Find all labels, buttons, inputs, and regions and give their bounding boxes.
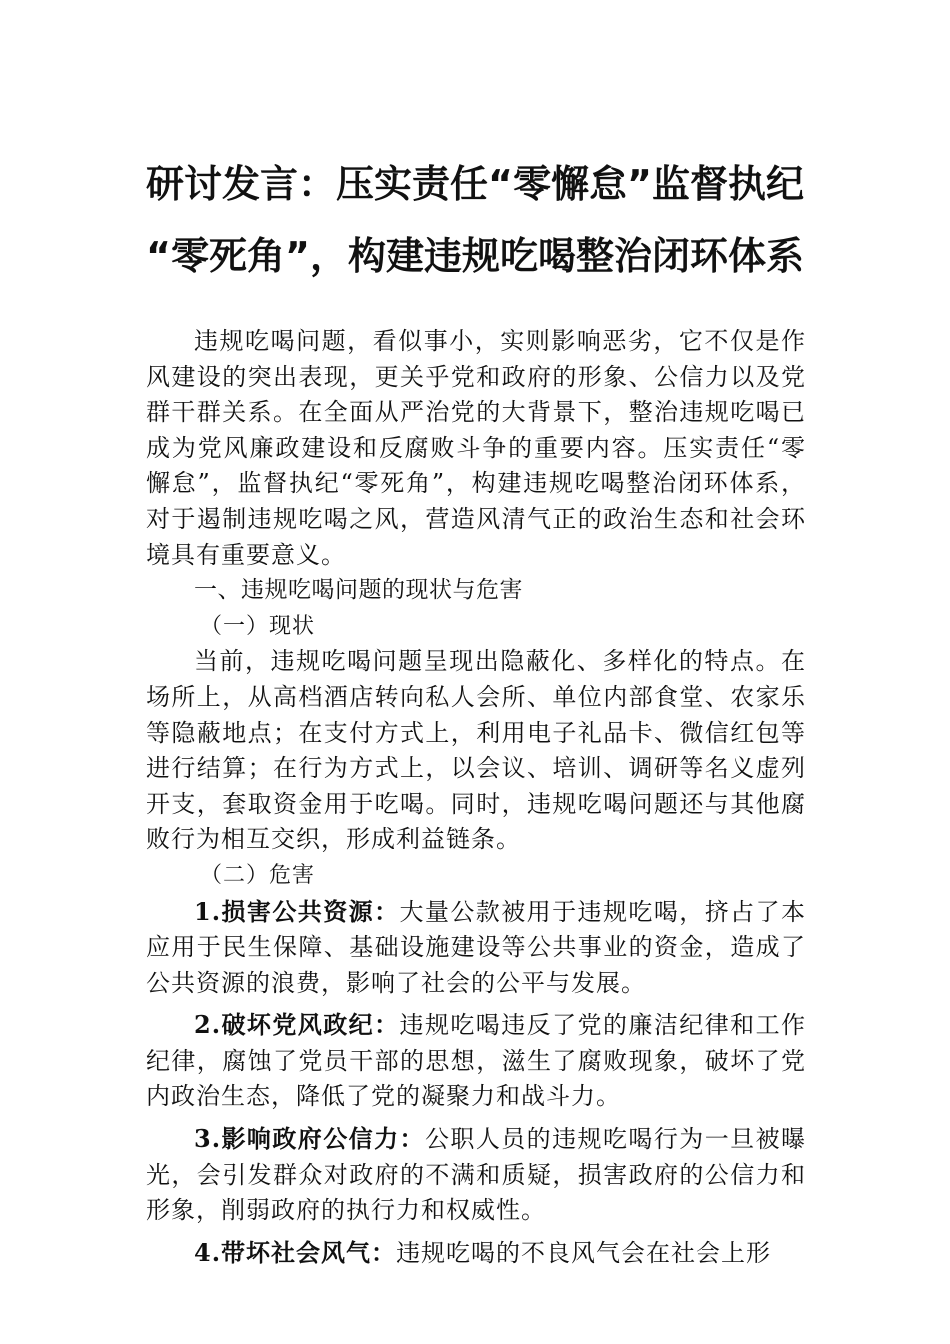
harm-item-2 <box>146 1007 806 1115</box>
harm-item-2-text: 违规吃喝违反了党的廉洁纪律和工作纪律，腐蚀了党员干部的思想，滋生了腐败现象，破坏了党内政治生态，降低了党的凝聚力和战斗力。 <box>146 1011 806 1111</box>
subsection-1-paragraph: 当前，违规吃喝问题呈现出隐蔽化、多样化的特点。在场所上，从高档酒店转向私人会所、单位内部食堂、农家乐等隐蔽地点；在支付方式上，利用电子礼品卡、微信红包等进行结算；在行为方式上，以会议、培训、调研等名义虚列开支，套取资金用于吃喝。同时，违规吃喝问题还与其他腐败行为相互交织，形成利益链条。 <box>146 647 806 854</box>
harm-item-3-label: 3.影响政府公信力： <box>194 1124 425 1154</box>
harm-item-2-label: 2.破坏党风政纪： <box>194 1010 400 1040</box>
harm-item-3-text: 公职人员的违规吃喝行为一旦被曝光，会引发群众对政府的不满和质疑，损害政府的公信力和形象，削弱政府的执行力和权威性。 <box>146 1125 807 1225</box>
document-title-line-2: “零死角”，构建违规吃喝整治闭环体系 <box>146 234 804 278</box>
document-body <box>146 324 806 1271</box>
harm-item-4-text: 违规吃喝的不良风气会在社会上形 <box>396 1238 772 1267</box>
harm-item-1 <box>146 894 806 1002</box>
subsection-1-heading: （一）现状 <box>200 613 316 639</box>
harm-item-4-label: 4.带坏社会风气： <box>194 1237 397 1267</box>
harm-item-3 <box>146 1121 806 1229</box>
harm-item-1-text: 大量公款被用于违规吃喝，挤占了本应用于民生保障、基础设施建设等公共事业的资金，造成了公共资源的浪费，影响了社会的公平与发展。 <box>146 897 806 997</box>
intro-paragraph: 违规吃喝问题，看似事小，实则影响恶劣，它不仅是作风建设的突出表现，更关乎党和政府的形象、公信力以及党群干群关系。在全面从严治党的大背景下，整治违规吃喝已成为党风廉政建设和反腐败斗争的重要内容。压实责任“零懈怠”，监督执纪“零死角”，构建违规吃喝整治闭环体系，对于遏制违规吃喝之风，营造风清气正的政治生态和社会环境具有重要意义。 <box>146 327 806 569</box>
harm-item-4 <box>146 1235 806 1272</box>
document-title-line-1: 研讨发言：压实责任“零懈怠”监督执纪 <box>146 162 804 206</box>
subsection-2-heading: （二）危害 <box>200 862 316 888</box>
harm-item-1-label: 1.损害公共资源： <box>194 896 400 926</box>
section-1-heading: 一、违规吃喝问题的现状与危害 <box>194 577 523 604</box>
